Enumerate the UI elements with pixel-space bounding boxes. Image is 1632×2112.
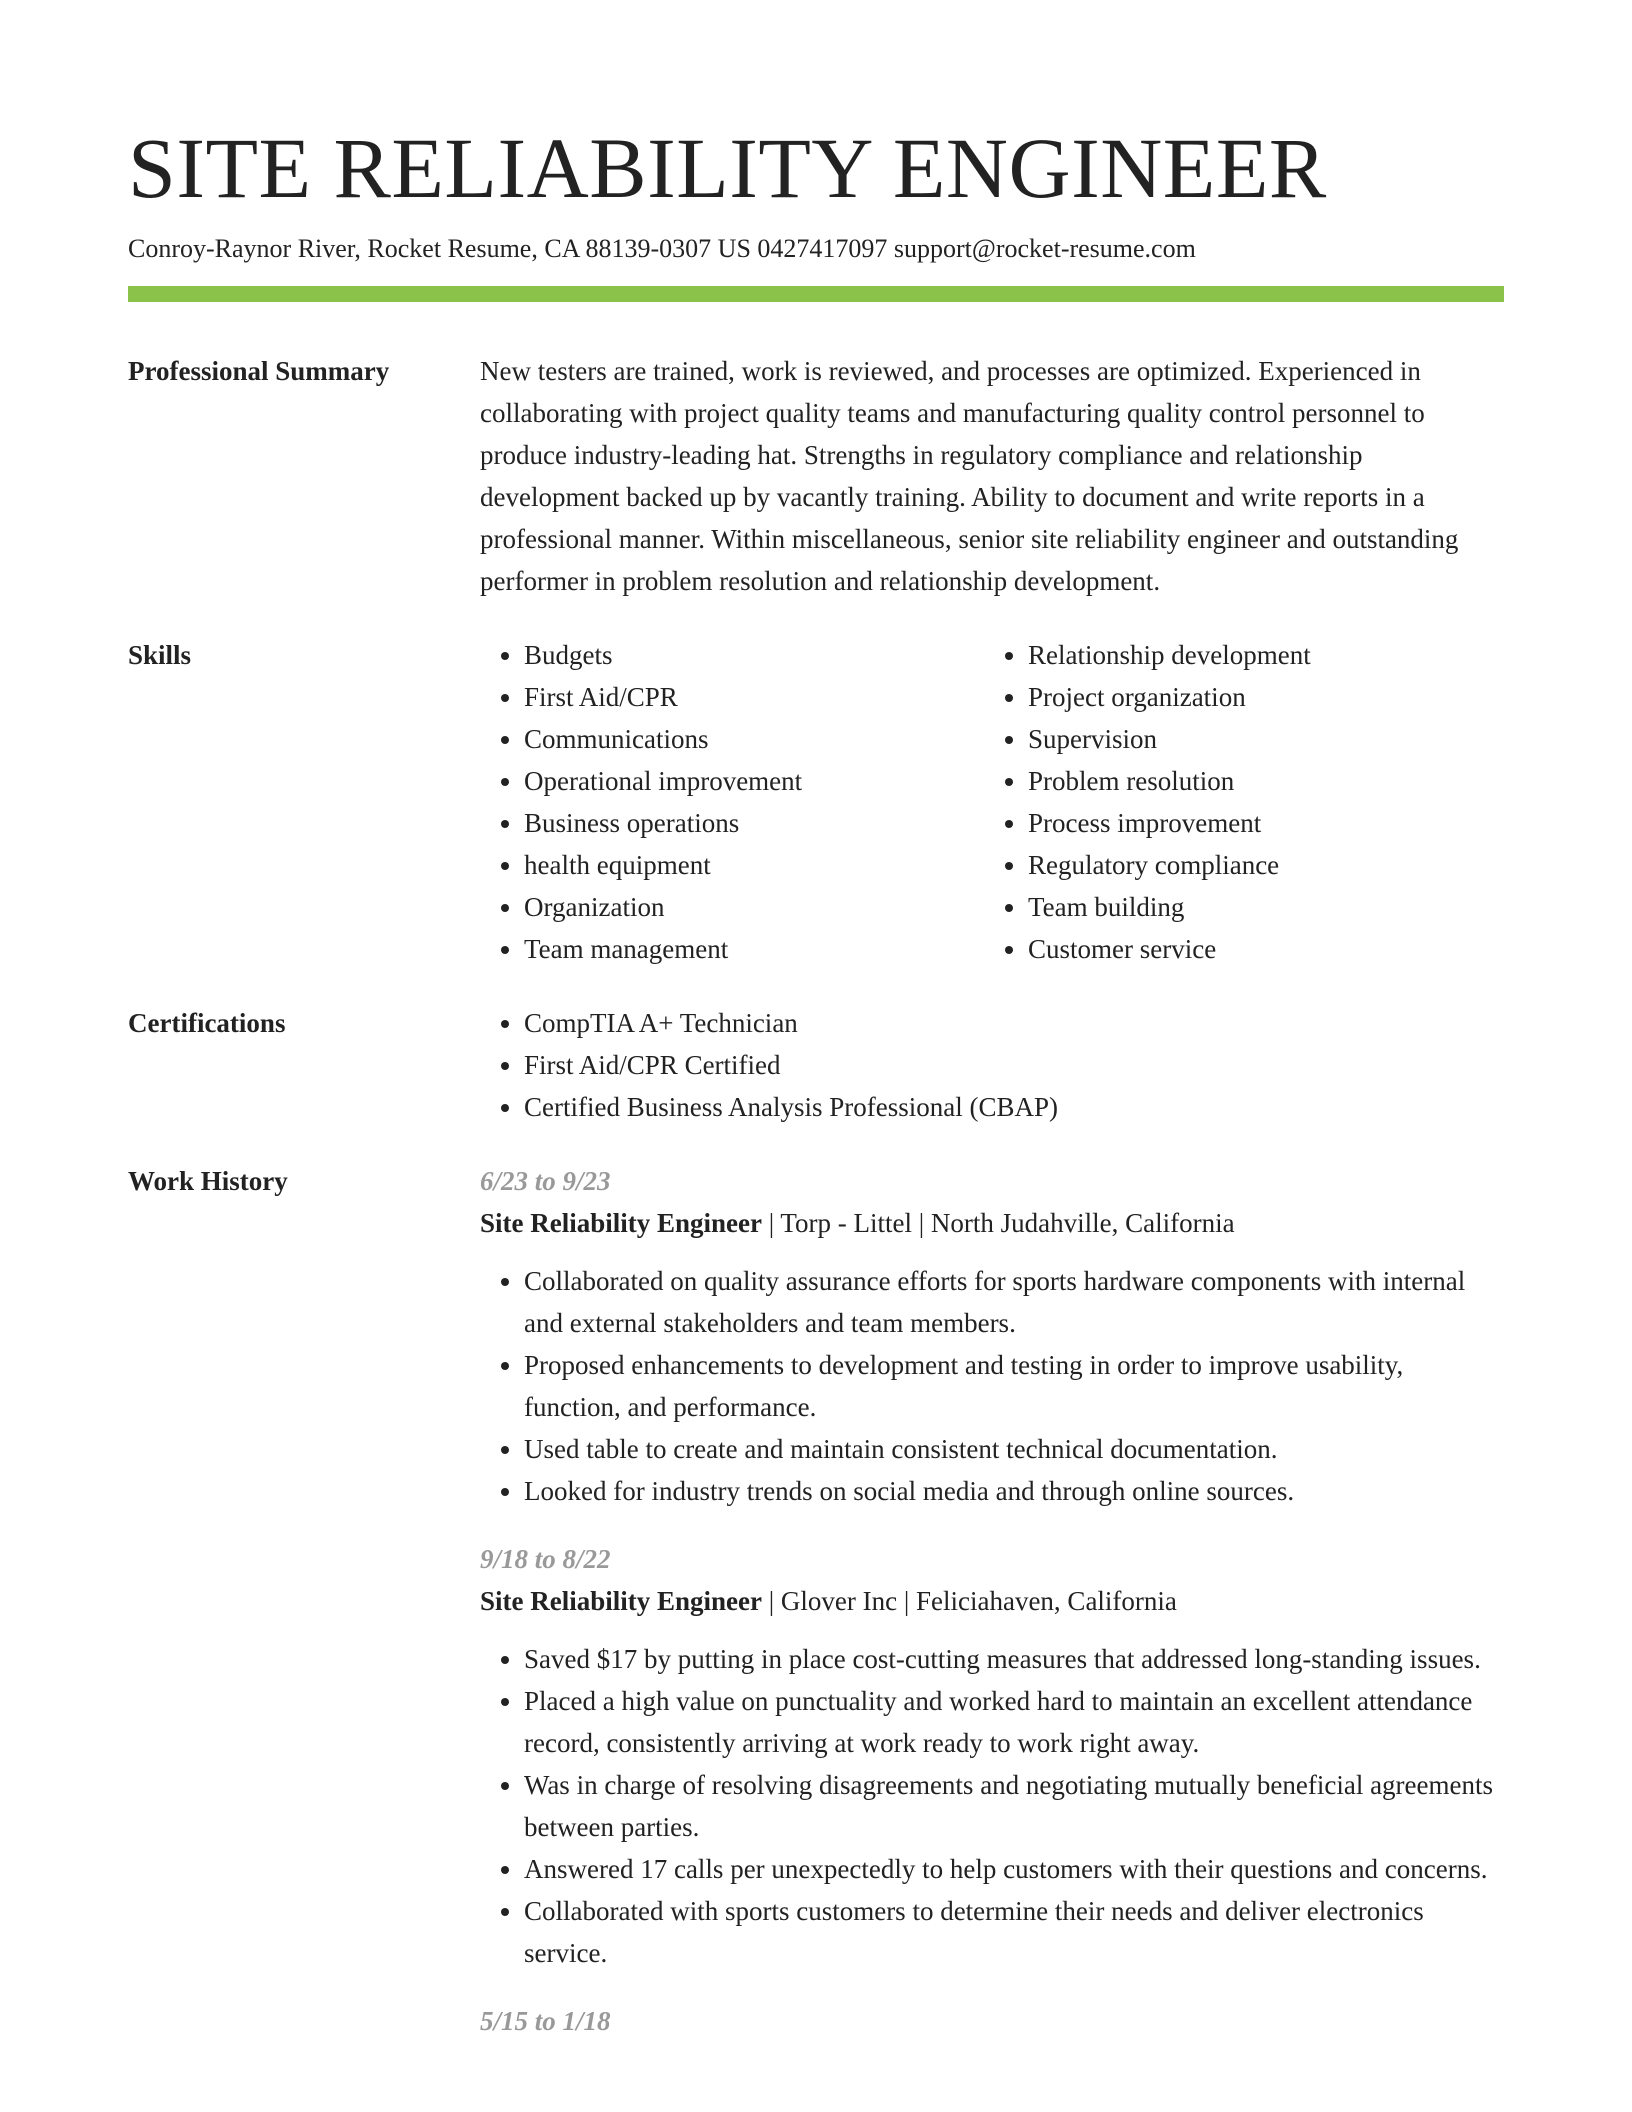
job-title: Site Reliability Engineer [480,1586,762,1616]
skill-item: • Communications [524,718,984,760]
skills-list-left [480,634,984,970]
skill-item: • First Aid/CPR [524,676,984,718]
job-entry [480,1538,1504,1974]
job-bullet: • Proposed enhancements to development and testing in order to improve usability, function, and performance. [524,1344,1504,1428]
certification-item: • First Aid/CPR Certified [524,1044,1504,1086]
skills-heading: Skills [128,640,192,670]
skill-item: • Team management [524,928,984,970]
skill-item: • health equipment [524,844,984,886]
skill-item: • Team building [1028,886,1488,928]
job-heading [480,1580,1504,1622]
job-bullets [480,1638,1504,1974]
skill-item: • Relationship development [1028,634,1488,676]
job-details: | Glover Inc | Feliciahaven, California [761,1586,1177,1616]
summary-heading: Professional Summary [128,356,390,386]
certification-item: • CompTIA A+ Technician [524,1002,1504,1044]
resume-title: SITE RELIABILITY ENGINEER [128,120,1327,216]
skill-item: • Business operations [524,802,984,844]
skills-list-right [984,634,1488,970]
job-entry [480,1160,1504,1512]
certification-item: • Certified Business Analysis Professional (CBAP) [524,1086,1504,1128]
skill-item: • Project organization [1028,676,1488,718]
job-dates: 5/15 to 1/18 [480,2006,611,2036]
skill-item: • Customer service [1028,928,1488,970]
job-details: | Torp - Littel | North Judahville, California [761,1208,1235,1238]
job-heading [480,1202,1504,1244]
job-bullet: • Collaborated on quality assurance efforts for sports hardware components with internal and external stakeholders and team members. [524,1260,1504,1344]
job-bullet: • Placed a high value on punctuality and worked hard to maintain an excellent attendance record, consistently arriving at work ready to work right away. [524,1680,1504,1764]
work-history-heading: Work History [128,1166,288,1196]
work-history-section [128,1160,1504,2068]
job-bullet: • Answered 17 calls per unexpectedly to help customers with their questions and concerns. [524,1848,1504,1890]
skill-item: • Supervision [1028,718,1488,760]
job-bullet: • Saved $17 by putting in place cost-cutting measures that addressed long-standing issues. [524,1638,1504,1680]
certifications-body [480,1002,1504,1128]
certifications-heading: Certifications [128,1008,286,1038]
skill-item: • Process improvement [1028,802,1488,844]
summary-section [128,350,1504,602]
job-dates: 9/18 to 8/22 [480,1544,611,1574]
skill-item: • Regulatory compliance [1028,844,1488,886]
job-bullet: • Collaborated with sports customers to determine their needs and deliver electronics service. [524,1890,1504,1974]
skill-item: • Budgets [524,634,984,676]
job-title: Site Reliability Engineer [480,1208,762,1238]
job-bullet: • Used table to create and maintain consistent technical documentation. [524,1428,1504,1470]
skill-item: • Problem resolution [1028,760,1488,802]
summary-body [480,350,1504,602]
certifications-section [128,1002,1504,1128]
job-bullet: • Looked for industry trends on social media and through online sources. [524,1470,1504,1512]
skills-section [128,634,1504,970]
skill-item: • Organization [524,886,984,928]
contact-info: Conroy-Raynor River, Rocket Resume, CA 88139-0307 US 0427417097 support@rocket-resume.com [128,234,1196,263]
job-entry [480,2000,1504,2042]
job-bullets [480,1260,1504,1512]
header-divider [128,286,1504,302]
skills-column-right [984,634,1488,970]
certifications-list [480,1002,1504,1128]
job-dates: 6/23 to 9/23 [480,1166,611,1196]
work-history-body [480,1160,1504,2068]
summary-text: New testers are trained, work is reviewed, and processes are optimized. Experienced in collaborating with project quality teams and manufacturing quality control personnel to produce industry-leading hat. Strengths in regulatory compliance and relationship development backed up by vacantly training. Ability to document and write reports in a professional manner. Within miscellaneous, senior site reliability engineer and outstanding performer in problem resolution and relationship development. [480,356,1459,596]
skills-grid [480,634,1504,970]
skill-item: • Operational improvement [524,760,984,802]
resume-sections [128,350,1504,2100]
job-bullet: • Was in charge of resolving disagreements and negotiating mutually beneficial agreements between parties. [524,1764,1504,1848]
skills-body [480,634,1504,970]
skills-column-left [480,634,984,970]
